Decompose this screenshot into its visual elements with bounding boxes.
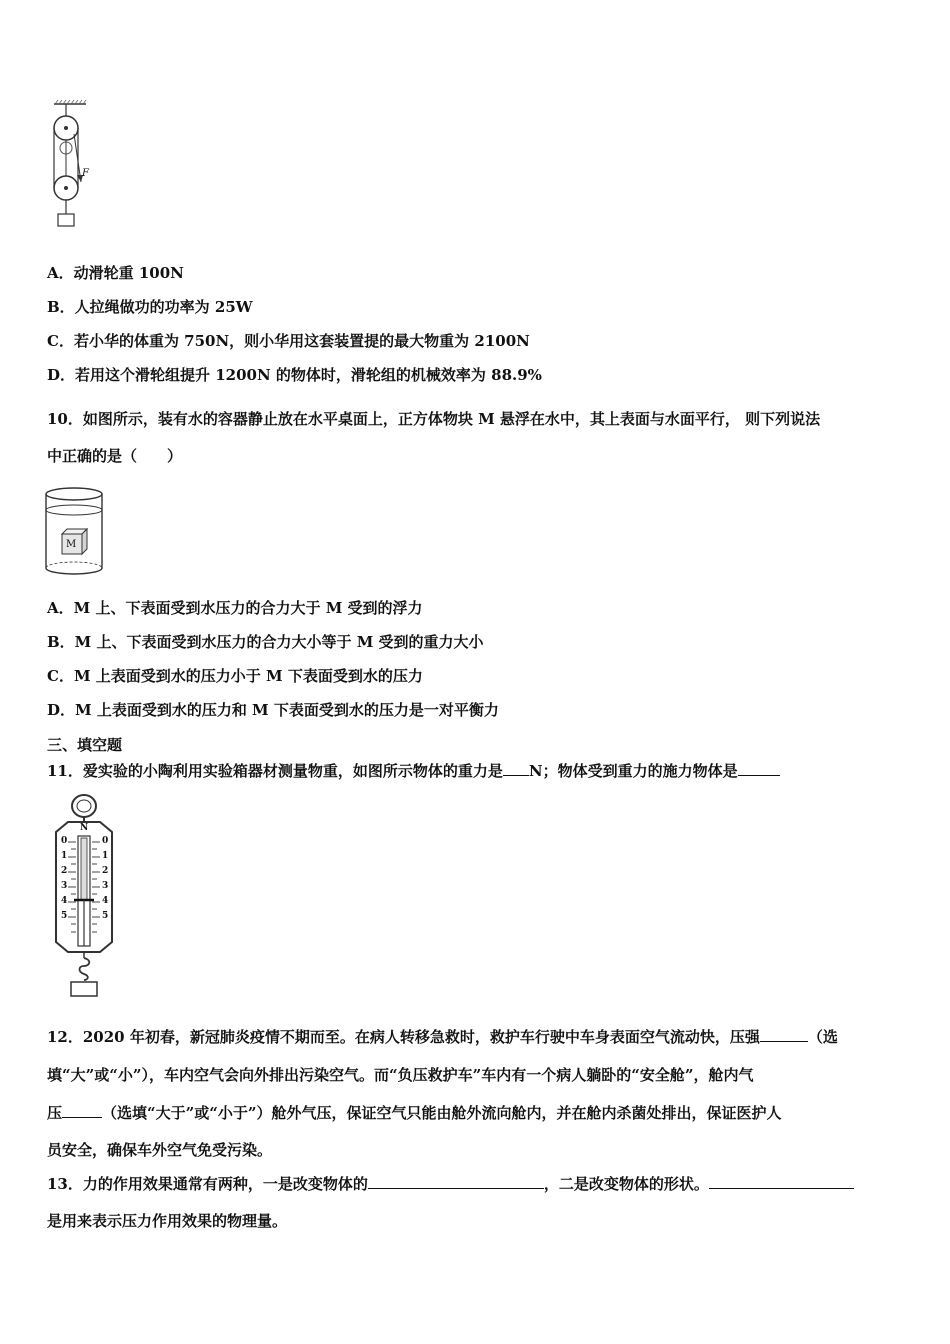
q12-line2: 填“大”或“小”），车内空气会向外排出污染空气。而“负压救护车”车内有一个病人躺卧的“安全舱”，舱内气 [47,1066,754,1084]
scale-tick-right-5: 5 [102,911,109,921]
scale-tick-right-2: 2 [102,866,109,876]
scale-tick-left-4: 4 [61,896,68,906]
force-label: F [82,168,89,179]
scale-tick-right-0: 0 [102,836,109,846]
q12-blank-1 [760,1040,808,1042]
q11-blank-1 [503,774,529,776]
q12-line3-b: （选填“大于”或“小于”）舱外气压，保证空气只能由舱外流向舱内，并在舱内杀菌处排出，保证医护人 [102,1104,782,1122]
q13-line1 [47,1173,854,1194]
q13-blank-1 [368,1187,544,1189]
q10-option-b: B．M 上、下表面受到水压力的合力大小等于 M 受到的重力大小 [47,633,484,651]
q11-text [47,760,780,781]
scale-tick-right-3: 3 [102,881,109,891]
q12-line3 [47,1102,782,1123]
q13-blank-2 [709,1187,854,1189]
q13-line1-b: ，二是改变物体的形状。 [543,1175,709,1193]
scale-tick-left-0: 0 [61,836,68,846]
q11-text-b: N；物体受到重力的施力物体是 [528,762,738,780]
q12-line3-a: 压 [47,1104,63,1122]
section-title: 三、填空题 [47,736,123,754]
q10-option-a: A．M 上、下表面受到水压力的合力大于 M 受到的浮力 [47,599,423,617]
block-m-label: M [66,539,77,550]
scale-tick-right-1: 1 [102,851,109,861]
q13-line2: 是用来表示压力作用效果的物理量。 [47,1212,288,1230]
q9-option-b: B．人拉绳做功的功率为 25W [47,298,253,316]
q10-stem-line1: 10．如图所示，装有水的容器静止放在水平桌面上，正方体物块 M 悬浮在水中，其上表面与水面平行， 则下列说法 [47,410,821,428]
q12-line4: 员安全，确保车外空气免受污染。 [47,1141,273,1159]
scale-tick-left-2: 2 [61,866,68,876]
q13-line1-a: 13．力的作用效果通常有两种，一是改变物体的 [47,1175,368,1193]
q11-text-a: 11．爱实验的小陶利用实验箱器材测量物重，如图所示物体的重力是 [47,762,503,780]
q9-option-c: C．若小华的体重为 750N，则小华用这套装置提的最大物重为 2100N [47,332,530,350]
q10-option-c: C．M 上表面受到水的压力小于 M 下表面受到水的压力 [47,667,423,685]
q11-blank-2 [738,774,780,776]
scale-tick-left-5: 5 [61,911,68,921]
pulley-system-figure [44,98,104,238]
q9-option-a: A．动滑轮重 100N [47,264,184,282]
scale-tick-right-4: 4 [102,896,109,906]
q9-option-d: D．若用这个滑轮组提升 1200N 的物体时，滑轮组的机械效率为 88.9% [47,366,542,384]
scale-unit-label: N [80,823,89,833]
q10-stem-line2: 中正确的是（ ） [47,447,183,465]
q12-line1-b: （选 [807,1028,838,1046]
q12-blank-2 [62,1116,102,1118]
scale-tick-left-3: 3 [61,881,68,891]
q12-line1 [47,1026,838,1047]
water-container-figure [42,484,108,580]
scale-tick-left-1: 1 [61,851,68,861]
q12-line1-a: 12．2020 年初春，新冠肺炎疫情不期而至。在病人转移急救时，救护车行驶中车身表面空气流动快，压强 [47,1028,760,1046]
q10-option-d: D．M 上表面受到水的压力和 M 下表面受到水的压力是一对平衡力 [47,701,499,719]
